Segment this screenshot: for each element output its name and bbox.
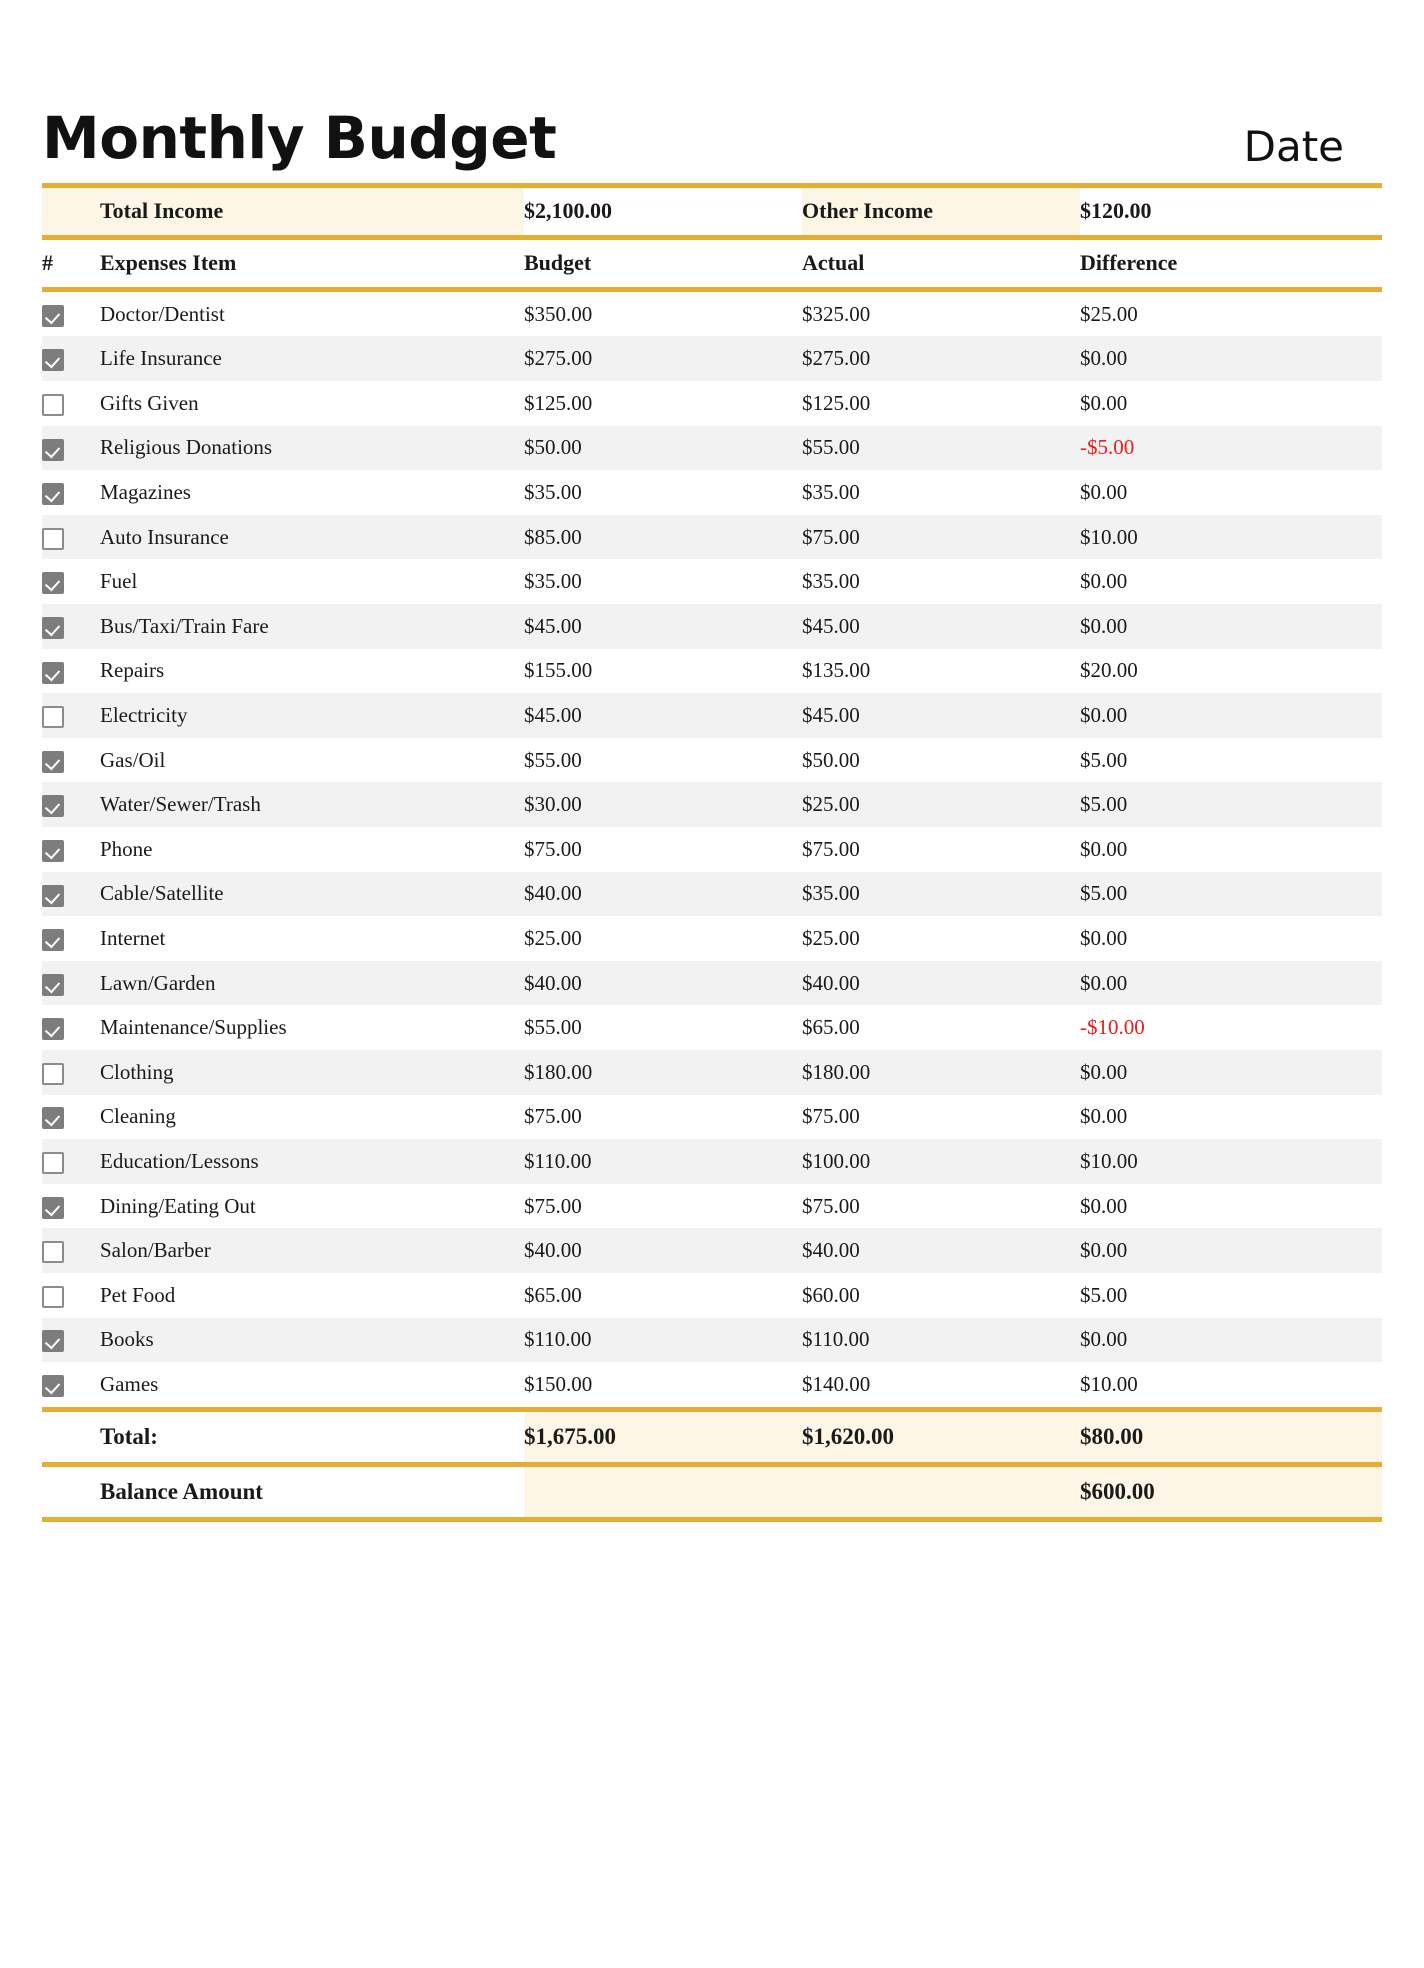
row-actual-value: $135.00 (802, 649, 1080, 694)
row-difference-value: $0.00 (1080, 1050, 1382, 1095)
row-budget-value: $40.00 (524, 1228, 802, 1273)
table-row (42, 649, 1382, 694)
row-budget-value: $350.00 (524, 289, 802, 336)
row-difference-value: $25.00 (1080, 289, 1382, 336)
row-item-label: Magazines (100, 470, 524, 515)
checkbox-checked-icon[interactable] (42, 974, 64, 996)
table-row (42, 1273, 1382, 1318)
row-budget-value: $45.00 (524, 604, 802, 649)
row-budget-value: $65.00 (524, 1273, 802, 1318)
row-item-label: Doctor/Dentist (100, 289, 524, 336)
row-difference-value: $0.00 (1080, 1228, 1382, 1273)
row-item-label: Clothing (100, 1050, 524, 1095)
row-budget-value: $85.00 (524, 515, 802, 560)
row-difference-value: $0.00 (1080, 336, 1382, 381)
row-budget-value: $55.00 (524, 738, 802, 783)
row-item-label: Auto Insurance (100, 515, 524, 560)
balance-row (42, 1464, 1382, 1519)
row-actual-value: $25.00 (802, 916, 1080, 961)
row-checkbox-cell[interactable] (42, 336, 100, 381)
row-difference-value: $0.00 (1080, 1184, 1382, 1229)
row-checkbox-cell[interactable] (42, 872, 100, 917)
row-difference-value: $0.00 (1080, 827, 1382, 872)
page-title: Monthly Budget (42, 104, 557, 172)
row-actual-value: $325.00 (802, 289, 1080, 336)
balance-value: $600.00 (1080, 1464, 1382, 1519)
row-budget-value: $35.00 (524, 559, 802, 604)
table-row (42, 426, 1382, 471)
row-checkbox-cell[interactable] (42, 1005, 100, 1050)
row-checkbox-cell[interactable] (42, 827, 100, 872)
row-actual-value: $45.00 (802, 604, 1080, 649)
row-checkbox-cell[interactable] (42, 1139, 100, 1184)
checkbox-checked-icon[interactable] (42, 1197, 64, 1219)
balance-label: Balance Amount (100, 1464, 524, 1519)
row-item-label: Phone (100, 827, 524, 872)
row-checkbox-cell[interactable] (42, 289, 100, 336)
table-row (42, 1095, 1382, 1140)
total-income-label: Total Income (100, 185, 524, 237)
row-actual-value: $35.00 (802, 872, 1080, 917)
column-header-actual: Actual (802, 237, 1080, 289)
row-actual-value: $25.00 (802, 782, 1080, 827)
row-checkbox-cell[interactable] (42, 515, 100, 560)
row-actual-value: $75.00 (802, 515, 1080, 560)
table-row (42, 827, 1382, 872)
row-actual-value: $75.00 (802, 1184, 1080, 1229)
row-budget-value: $110.00 (524, 1318, 802, 1363)
checkbox-checked-icon[interactable] (42, 439, 64, 461)
row-difference-value: $0.00 (1080, 693, 1382, 738)
row-actual-value: $100.00 (802, 1139, 1080, 1184)
row-budget-value: $75.00 (524, 1095, 802, 1140)
row-actual-value: $35.00 (802, 470, 1080, 515)
row-item-label: Cable/Satellite (100, 872, 524, 917)
table-header-row (42, 237, 1382, 289)
row-checkbox-cell[interactable] (42, 1273, 100, 1318)
totals-spacer-cell (42, 1409, 100, 1464)
row-item-label: Salon/Barber (100, 1228, 524, 1273)
checkbox-unchecked-icon[interactable] (42, 1063, 64, 1085)
row-budget-value: $40.00 (524, 961, 802, 1006)
row-checkbox-cell[interactable] (42, 738, 100, 783)
checkbox-checked-icon[interactable] (42, 1330, 64, 1352)
row-difference-value: $0.00 (1080, 470, 1382, 515)
row-actual-value: $45.00 (802, 693, 1080, 738)
checkbox-unchecked-icon[interactable] (42, 1241, 64, 1263)
row-item-label: Electricity (100, 693, 524, 738)
date-label: Date (1243, 121, 1344, 171)
row-actual-value: $275.00 (802, 336, 1080, 381)
row-difference-value: $5.00 (1080, 782, 1382, 827)
row-difference-value: $0.00 (1080, 1318, 1382, 1363)
table-row (42, 1228, 1382, 1273)
row-actual-value: $55.00 (802, 426, 1080, 471)
checkbox-checked-icon[interactable] (42, 751, 64, 773)
checkbox-unchecked-icon[interactable] (42, 394, 64, 416)
balance-spacer-cell (42, 1464, 100, 1519)
column-header-budget: Budget (524, 237, 802, 289)
row-actual-value: $125.00 (802, 381, 1080, 426)
checkbox-checked-icon[interactable] (42, 572, 64, 594)
row-checkbox-cell[interactable] (42, 559, 100, 604)
row-checkbox-cell[interactable] (42, 604, 100, 649)
row-actual-value: $75.00 (802, 1095, 1080, 1140)
row-difference-value: $0.00 (1080, 961, 1382, 1006)
table-row (42, 381, 1382, 426)
document-header (42, 0, 1382, 183)
checkbox-checked-icon[interactable] (42, 483, 64, 505)
column-header-difference: Difference (1080, 237, 1382, 289)
table-row (42, 515, 1382, 560)
column-header-item: Expenses Item (100, 237, 524, 289)
table-row (42, 559, 1382, 604)
row-checkbox-cell[interactable] (42, 1050, 100, 1095)
row-budget-value: $125.00 (524, 381, 802, 426)
row-item-label: Gifts Given (100, 381, 524, 426)
row-item-label: Fuel (100, 559, 524, 604)
table-row (42, 872, 1382, 917)
totals-label: Total: (100, 1409, 524, 1464)
totals-budget: $1,675.00 (524, 1409, 802, 1464)
row-difference-value: $5.00 (1080, 872, 1382, 917)
checkbox-checked-icon[interactable] (42, 929, 64, 951)
row-actual-value: $40.00 (802, 961, 1080, 1006)
balance-budget-cell (524, 1464, 802, 1519)
table-row (42, 916, 1382, 961)
row-item-label: Life Insurance (100, 336, 524, 381)
row-difference-value: $0.00 (1080, 1095, 1382, 1140)
row-actual-value: $50.00 (802, 738, 1080, 783)
table-row (42, 1184, 1382, 1229)
row-difference-value: $5.00 (1080, 1273, 1382, 1318)
row-checkbox-cell[interactable] (42, 693, 100, 738)
row-budget-value: $25.00 (524, 916, 802, 961)
totals-row (42, 1409, 1382, 1464)
row-item-label: Cleaning (100, 1095, 524, 1140)
row-item-label: Education/Lessons (100, 1139, 524, 1184)
table-row (42, 1050, 1382, 1095)
row-item-label: Gas/Oil (100, 738, 524, 783)
row-difference-value: -$5.00 (1080, 426, 1382, 471)
other-income-label: Other Income (802, 185, 1080, 237)
row-budget-value: $180.00 (524, 1050, 802, 1095)
row-item-label: Books (100, 1318, 524, 1363)
checkbox-checked-icon[interactable] (42, 840, 64, 862)
row-difference-value: $0.00 (1080, 604, 1382, 649)
table-row (42, 738, 1382, 783)
checkbox-checked-icon[interactable] (42, 795, 64, 817)
row-checkbox-cell[interactable] (42, 1095, 100, 1140)
checkbox-checked-icon[interactable] (42, 349, 64, 371)
totals-actual: $1,620.00 (802, 1409, 1080, 1464)
other-income-value: $120.00 (1080, 185, 1382, 237)
totals-difference: $80.00 (1080, 1409, 1382, 1464)
checkbox-unchecked-icon[interactable] (42, 1286, 64, 1308)
row-item-label: Lawn/Garden (100, 961, 524, 1006)
row-actual-value: $110.00 (802, 1318, 1080, 1363)
checkbox-unchecked-icon[interactable] (42, 1152, 64, 1174)
income-spacer-cell (42, 185, 100, 237)
table-row (42, 1005, 1382, 1050)
row-budget-value: $55.00 (524, 1005, 802, 1050)
row-difference-value: $0.00 (1080, 559, 1382, 604)
row-budget-value: $150.00 (524, 1362, 802, 1409)
row-actual-value: $60.00 (802, 1273, 1080, 1318)
expense-rows (42, 289, 1382, 1409)
checkbox-checked-icon[interactable] (42, 617, 64, 639)
table-row (42, 604, 1382, 649)
table-row (42, 782, 1382, 827)
row-actual-value: $140.00 (802, 1362, 1080, 1409)
row-actual-value: $180.00 (802, 1050, 1080, 1095)
row-item-label: Bus/Taxi/Train Fare (100, 604, 524, 649)
row-checkbox-cell[interactable] (42, 782, 100, 827)
table-row (42, 289, 1382, 336)
row-checkbox-cell[interactable] (42, 470, 100, 515)
row-checkbox-cell[interactable] (42, 916, 100, 961)
row-checkbox-cell[interactable] (42, 381, 100, 426)
row-item-label: Internet (100, 916, 524, 961)
row-checkbox-cell[interactable] (42, 1228, 100, 1273)
row-budget-value: $50.00 (524, 426, 802, 471)
checkbox-unchecked-icon[interactable] (42, 706, 64, 728)
row-actual-value: $40.00 (802, 1228, 1080, 1273)
checkbox-unchecked-icon[interactable] (42, 528, 64, 550)
row-budget-value: $35.00 (524, 470, 802, 515)
row-budget-value: $75.00 (524, 827, 802, 872)
checkbox-checked-icon[interactable] (42, 1018, 64, 1040)
row-actual-value: $75.00 (802, 827, 1080, 872)
row-difference-value: $10.00 (1080, 1362, 1382, 1409)
table-row (42, 961, 1382, 1006)
row-checkbox-cell[interactable] (42, 961, 100, 1006)
row-item-label: Games (100, 1362, 524, 1409)
checkbox-checked-icon[interactable] (42, 1375, 64, 1397)
row-budget-value: $40.00 (524, 872, 802, 917)
row-checkbox-cell[interactable] (42, 1184, 100, 1229)
checkbox-checked-icon[interactable] (42, 1107, 64, 1129)
row-checkbox-cell[interactable] (42, 1318, 100, 1363)
checkbox-checked-icon[interactable] (42, 305, 64, 327)
table-row (42, 693, 1382, 738)
row-budget-value: $275.00 (524, 336, 802, 381)
table-row (42, 470, 1382, 515)
checkbox-checked-icon[interactable] (42, 662, 64, 684)
table-row (42, 1139, 1382, 1184)
total-income-value: $2,100.00 (524, 185, 802, 237)
row-item-label: Religious Donations (100, 426, 524, 471)
row-budget-value: $45.00 (524, 693, 802, 738)
row-item-label: Maintenance/Supplies (100, 1005, 524, 1050)
row-difference-value: $10.00 (1080, 515, 1382, 560)
row-budget-value: $30.00 (524, 782, 802, 827)
row-budget-value: $155.00 (524, 649, 802, 694)
row-budget-value: $75.00 (524, 1184, 802, 1229)
row-actual-value: $35.00 (802, 559, 1080, 604)
row-difference-value: $10.00 (1080, 1139, 1382, 1184)
column-header-number: # (42, 237, 100, 289)
budget-table (42, 183, 1382, 1522)
income-summary-row (42, 185, 1382, 237)
row-budget-value: $110.00 (524, 1139, 802, 1184)
table-row (42, 1318, 1382, 1363)
row-actual-value: $65.00 (802, 1005, 1080, 1050)
row-item-label: Pet Food (100, 1273, 524, 1318)
row-item-label: Water/Sewer/Trash (100, 782, 524, 827)
row-checkbox-cell[interactable] (42, 649, 100, 694)
row-difference-value: $0.00 (1080, 381, 1382, 426)
row-difference-value: $0.00 (1080, 916, 1382, 961)
table-row (42, 1362, 1382, 1409)
row-difference-value: -$10.00 (1080, 1005, 1382, 1050)
row-checkbox-cell[interactable] (42, 426, 100, 471)
table-row (42, 336, 1382, 381)
balance-actual-cell (802, 1464, 1080, 1519)
row-checkbox-cell[interactable] (42, 1362, 100, 1409)
row-difference-value: $20.00 (1080, 649, 1382, 694)
row-item-label: Repairs (100, 649, 524, 694)
checkbox-checked-icon[interactable] (42, 885, 64, 907)
row-difference-value: $5.00 (1080, 738, 1382, 783)
row-item-label: Dining/Eating Out (100, 1184, 524, 1229)
